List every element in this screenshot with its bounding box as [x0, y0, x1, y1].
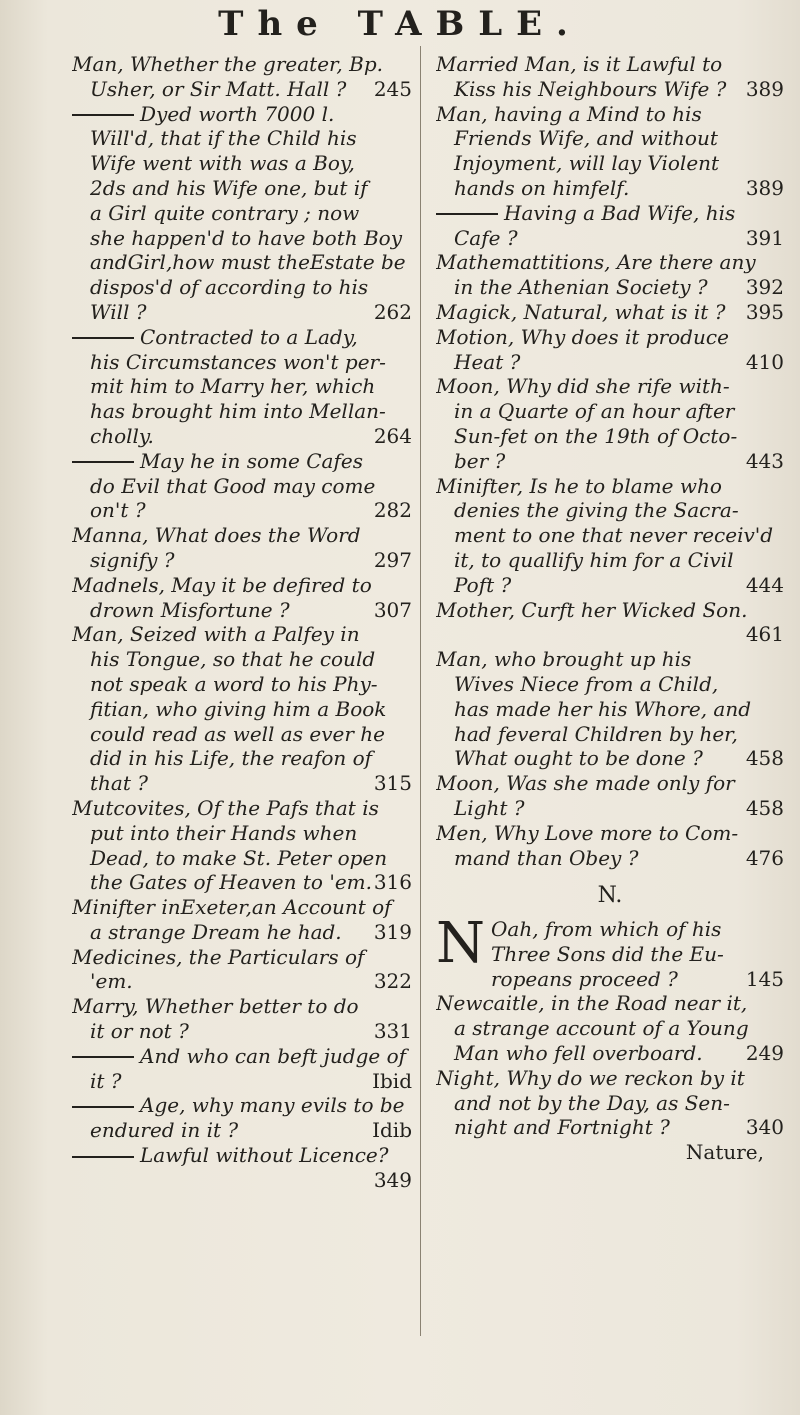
index-entry [72, 523, 412, 573]
entry-line-text: had feveral Children by her, [454, 721, 738, 746]
index-entry [72, 449, 412, 523]
entry-line-text: and not by the Day, as Sen- [454, 1090, 730, 1115]
entry-line-text: denies the giving the Sacra- [454, 498, 739, 523]
page-number: 458 [745, 746, 784, 771]
entry-line [72, 126, 412, 151]
entry-line [436, 350, 784, 375]
index-entry [436, 300, 784, 325]
entry-line [436, 796, 784, 821]
entry-line [436, 1016, 784, 1041]
entry-line-text: Men, Why Love more to Com- [436, 820, 739, 845]
entry-line-text: ber ? [454, 448, 506, 473]
index-entry [72, 1044, 412, 1094]
entry-line-text: Man who fell overboard. [454, 1041, 703, 1066]
entry-line [436, 52, 784, 77]
entry-line-text: Sun-fet on the 19th of Octo- [454, 423, 738, 448]
entry-line [72, 573, 412, 598]
ditto-dash [72, 1106, 134, 1108]
entry-line [436, 498, 784, 523]
entry-line-text: Usher, or Sir Matt. Hall ? [90, 76, 347, 101]
entry-line-text: Mutcovites, Of the Pafs that is [72, 795, 379, 820]
entry-line-text: Dyed worth 7000 l. [140, 101, 335, 126]
entry-line [436, 226, 784, 251]
entry-line [436, 176, 784, 201]
index-entry [436, 821, 784, 871]
entry-line-text: endured in it ? [90, 1118, 239, 1143]
index-entry [72, 325, 412, 449]
entry-line-text: Marry, Whether better to do [72, 994, 359, 1019]
entry-line [72, 201, 412, 226]
entry-line-text: signify ? [90, 547, 175, 572]
entry-line-text: Wife went with was a Boy, [90, 151, 355, 176]
entry-line-text: his Circumstances won't per- [90, 349, 386, 374]
entry-line [72, 821, 412, 846]
entry-line [72, 796, 412, 821]
entry-line [436, 991, 784, 1016]
entry-line-text: 2ds and his Wife one, but if [90, 175, 368, 200]
entry-line [72, 176, 412, 201]
page-number: 389 [745, 76, 784, 101]
entry-line [72, 325, 412, 350]
ditto-dash [436, 213, 498, 215]
entry-line-text: Medicines, the Particulars of [72, 944, 365, 969]
entry-line-text: Friends Wife, and without [454, 126, 718, 151]
entry-line-text: Having a Bad Wife, his [504, 200, 736, 225]
entry-line [72, 920, 412, 945]
right-column-entries [436, 52, 784, 870]
entry-line [72, 498, 412, 523]
page-number: 262 [373, 299, 412, 324]
entry-line-text: Minifter inExeter,an Account of [72, 895, 392, 920]
page-number: 264 [373, 423, 412, 448]
index-entry [72, 945, 412, 995]
index-entry-noah [436, 911, 784, 991]
entry-line-text: ment to one that never receiv'd [454, 523, 774, 548]
entry-line [436, 300, 784, 325]
entry-line [436, 1091, 784, 1116]
index-entry [72, 994, 412, 1044]
index-entry [72, 573, 412, 623]
ditto-dash [72, 461, 134, 463]
entry-line [72, 300, 412, 325]
page-number: 145 [745, 966, 784, 991]
entry-line-text: Age, why many evils to be [140, 1093, 405, 1118]
entry-line [72, 846, 412, 871]
page-number: 461 [745, 622, 784, 647]
entry-line [72, 647, 412, 672]
page-number: 392 [745, 275, 784, 300]
entry-line [436, 474, 784, 499]
entry-line [436, 647, 784, 672]
entry-line [72, 722, 412, 747]
entry-line [436, 697, 784, 722]
entry-line [72, 945, 412, 970]
entry-line [436, 573, 784, 598]
entry-line [72, 250, 412, 275]
entry-line-text: a Girl quite contrary ; now [90, 200, 360, 225]
index-entry [436, 598, 784, 648]
entry-line-text: dispos'd of according to his [90, 275, 369, 300]
entry-line [72, 1093, 412, 1118]
entry-line [72, 1069, 412, 1094]
entry-line [72, 226, 412, 251]
entry-line-text: Will ? [90, 299, 147, 324]
entry-line [436, 1041, 784, 1066]
index-entry [436, 474, 784, 598]
index-entry [436, 201, 784, 251]
entry-line-text: did in his Life, the reafon of [90, 746, 373, 771]
entry-line-text: Man, Seized with a Palfey in [72, 622, 360, 647]
entry-line [436, 771, 784, 796]
entry-line-text: Kiss his Neighbours Wife ? [454, 76, 727, 101]
entry-line-text: Magick, Natural, what is it ? [436, 299, 726, 324]
entry-line-text: that ? [90, 771, 148, 796]
page-number: 458 [745, 795, 784, 820]
entry-line-text: What ought to be done ? [454, 746, 703, 771]
entry-line [72, 102, 412, 127]
entry-line-text: she happen'd to have both Boy [90, 225, 403, 250]
entry-line [436, 746, 784, 771]
index-entry [72, 796, 412, 895]
index-entry [436, 250, 784, 300]
entry-line [436, 275, 784, 300]
entry-line-text: Lawful without Licence? [140, 1143, 389, 1168]
entry-line [72, 672, 412, 697]
entry-line-text: andGirl,how must theEstate be [90, 250, 406, 275]
entry-line [72, 969, 412, 994]
entry-line-text: Heat ? [454, 349, 521, 374]
entry-line [491, 967, 784, 992]
entry-line [72, 1044, 412, 1069]
entry-line-text: And who can beft judge of [140, 1043, 407, 1068]
page-number: 444 [745, 572, 784, 597]
page-number: Ibid [372, 1068, 412, 1093]
entry-line [436, 399, 784, 424]
entry-line-text: Light ? [454, 795, 525, 820]
entry-line [72, 424, 412, 449]
entry-line: Oah, from which of his [491, 917, 722, 942]
entry-line-text: Poft ? [454, 572, 512, 597]
entry-line [436, 374, 784, 399]
page-number: 322 [373, 969, 412, 994]
entry-line [72, 52, 412, 77]
entry-line [72, 870, 412, 895]
entry-line-text: drown Misfortune ? [90, 597, 290, 622]
entry-line-text: Minifter, Is he to blame who [436, 473, 722, 498]
entry-line [72, 151, 412, 176]
entry-line-text: Night, Why do we reckon by it [436, 1065, 745, 1090]
entry-line-text: in the Athenian Society ? [454, 275, 708, 300]
index-entry [72, 895, 412, 945]
index-entry [436, 102, 784, 201]
entry-line [436, 126, 784, 151]
page-number: 297 [373, 547, 412, 572]
entry-line [436, 672, 784, 697]
left-column [72, 52, 412, 1193]
entry-line-text: Mathemattitions, Are there any [436, 250, 756, 275]
index-entry [436, 771, 784, 821]
entry-line-text: Mother, Curft her Wicked Son. [436, 597, 748, 622]
page-number: 249 [745, 1041, 784, 1066]
page-number: 307 [373, 597, 412, 622]
page-number: Idib [372, 1118, 412, 1143]
ditto-dash [72, 1056, 134, 1058]
entry-line-text: night and Fortnight ? [454, 1115, 670, 1140]
entry-line-text: May he in some Cafes [140, 448, 363, 473]
index-entry [436, 374, 784, 473]
entry-line-text: not speak a word to his Phy- [90, 671, 378, 696]
entry-line [436, 102, 784, 127]
entry-line-text: cholly. [90, 423, 154, 448]
entry-line-text: fitian, who giving him a Book [90, 696, 387, 721]
entry-line-text: ropeans proceed ? [491, 966, 678, 991]
entry-line [72, 1118, 412, 1143]
entry-line [436, 548, 784, 573]
entry-line-text: Manna, What does the Word [72, 523, 361, 548]
page-number: 443 [745, 448, 784, 473]
catchword: Nature, [685, 1140, 764, 1165]
index-entry [72, 1143, 412, 1193]
entry-line-text: hands on himfelf. [454, 175, 630, 200]
entry-line [436, 250, 784, 275]
index-entry [436, 991, 784, 1065]
entry-line [72, 399, 412, 424]
entry-line-text: Injoyment, will lay Violent [454, 151, 720, 176]
entry-line [72, 746, 412, 771]
entry-line [436, 1066, 784, 1091]
entry-line [72, 77, 412, 102]
drop-cap: N [436, 911, 485, 977]
index-entry [72, 1093, 412, 1143]
entry-line [436, 846, 784, 871]
index-entry [436, 1066, 784, 1140]
entry-line-text: has made her his Whore, and [454, 696, 752, 721]
entry-line-text: Man, having a Mind to his [436, 101, 702, 126]
entry-line [436, 77, 784, 102]
entry-line: Three Sons did the Eu- [491, 941, 724, 966]
entry-line [436, 523, 784, 548]
entry-line [436, 821, 784, 846]
ditto-dash [72, 114, 134, 116]
entry-line-text: Man, who brought up his [436, 647, 692, 672]
entry-line [72, 275, 412, 300]
entry-line [72, 350, 412, 375]
entry-line [436, 598, 784, 648]
running-head: The TABLE. [218, 4, 582, 44]
page-number: 389 [745, 175, 784, 200]
entry-line [72, 994, 412, 1019]
entry-line [72, 771, 412, 796]
entry-line [72, 622, 412, 647]
page-number: 476 [745, 845, 784, 870]
index-entry [436, 52, 784, 102]
entry-line-text: Motion, Why does it produce [436, 324, 729, 349]
entry-line-text: on't ? [90, 498, 146, 523]
entry-line-text: mit him to Marry her, which [90, 374, 376, 399]
page-number: 319 [373, 919, 412, 944]
entry-line [72, 449, 412, 474]
entry-line-text: Moon, Why did she rife with- [436, 374, 730, 399]
entry-line [72, 548, 412, 573]
entry-line [72, 697, 412, 722]
entry-line-text: Dead, to make St. Peter open [90, 845, 388, 870]
entry-line-text: it, to quallify him for a Civil [454, 547, 734, 572]
entry-line [72, 1143, 412, 1193]
page-number: 391 [745, 225, 784, 250]
entry-line-text: in a Quarte of an hour after [454, 399, 735, 424]
page-number: 331 [373, 1019, 412, 1044]
entry-line [436, 151, 784, 176]
entry-line [72, 374, 412, 399]
entry-line-text: mand than Obey ? [454, 845, 639, 870]
section-letter: N. [597, 883, 623, 909]
entry-line [436, 722, 784, 747]
index-entry [72, 622, 412, 796]
entry-line-text: Will'd, that if the Child his [90, 126, 357, 151]
page-number: 282 [373, 498, 412, 523]
entry-line-text: Married Man, is it Lawful to [436, 52, 723, 76]
entry-line-text: Man, Whether the greater, Bp. [72, 52, 383, 76]
index-entry [72, 52, 412, 102]
right-column [436, 52, 784, 1165]
entry-line [72, 474, 412, 499]
entry-line-text: a strange Dream he had. [90, 919, 342, 944]
entry-line-text: Madnels, May it be defired to [72, 572, 372, 597]
entry-line-text: Moon, Was she made only for [436, 771, 735, 796]
entry-line [72, 523, 412, 548]
entry-line-text: put into their Hands when [90, 820, 358, 845]
entry-line [436, 1115, 784, 1140]
index-entry [72, 102, 412, 325]
ditto-dash [72, 337, 134, 339]
column-divider [420, 46, 421, 1336]
entry-line [72, 895, 412, 920]
entry-line-text: do Evil that Good may come [90, 473, 376, 498]
page-number: 315 [373, 771, 412, 796]
entry-line [72, 598, 412, 623]
entry-line-text: Contracted to a Lady, [140, 324, 358, 349]
entry-line-text: it ? [90, 1068, 122, 1093]
index-entry [436, 325, 784, 375]
entry-line-text: could read as well as ever he [90, 721, 385, 746]
entry-line [436, 424, 784, 449]
page-number: 349 [373, 1167, 412, 1192]
page-number: 245 [373, 76, 412, 101]
entry-line-text: 'em. [90, 969, 133, 994]
entry-line-text: a strange account of a Young [454, 1016, 749, 1041]
entry-line [436, 449, 784, 474]
page-number: 316 [373, 870, 412, 895]
ditto-dash [72, 1156, 134, 1158]
index-entry [436, 647, 784, 771]
entry-line [436, 201, 784, 226]
entry-line [72, 1019, 412, 1044]
page-number: 410 [745, 349, 784, 374]
entry-line-text: Newcaitle, in the Road near it, [436, 991, 748, 1016]
entry-line-text: the Gates of Heaven to 'em. [90, 870, 372, 895]
entry-line-text: Cafe ? [454, 225, 518, 250]
entry-line-text: has brought him into Mellan- [90, 399, 386, 424]
page-number: 395 [745, 299, 784, 324]
entry-line-text: his Tongue, so that he could [90, 647, 376, 672]
page-number: 340 [745, 1115, 784, 1140]
entry-line-text: Wives Niece from a Child, [454, 671, 719, 696]
entry-line-text: it or not ? [90, 1019, 189, 1044]
right-column-n-entries [436, 991, 784, 1140]
entry-line [436, 325, 784, 350]
